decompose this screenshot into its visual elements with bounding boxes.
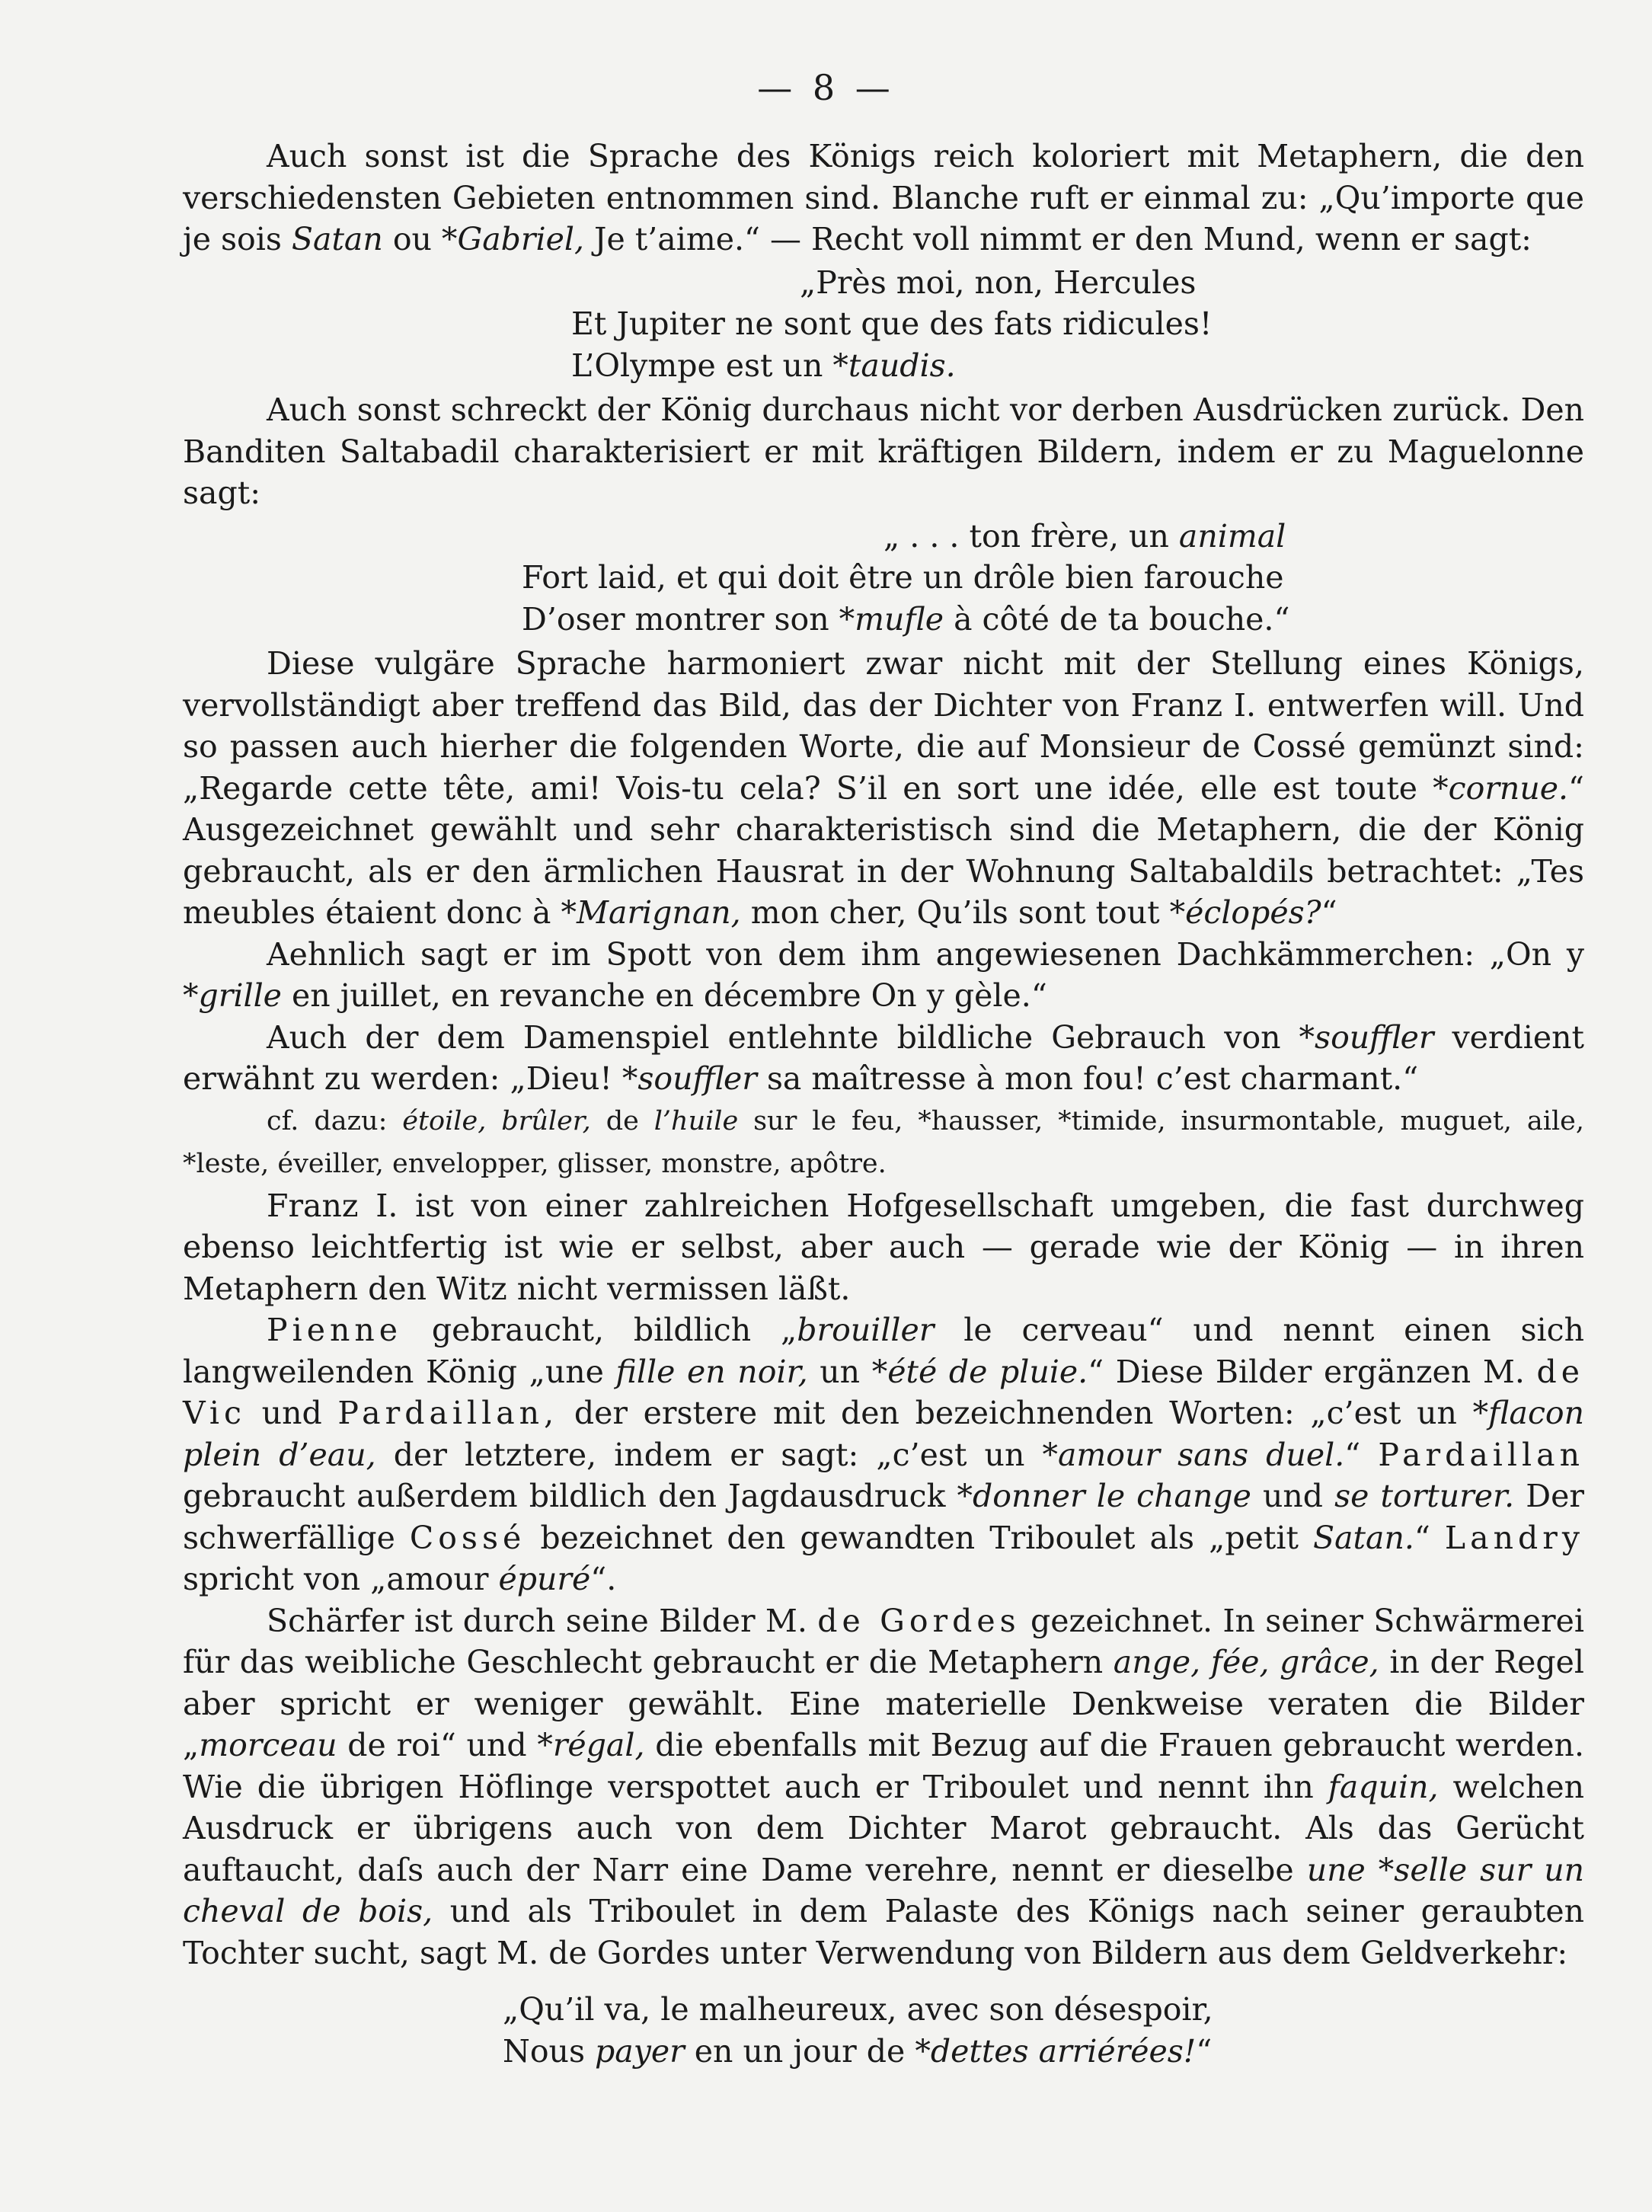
verse-line: Nous payer en un jour de *dettes arriérées!“ (503, 2032, 1213, 2070)
spaced-name: Landry (1444, 1519, 1584, 1556)
paragraph-2: Auch sonst schreckt der König durchaus nicht vor derben Ausdrücken zurück. Den Banditen Saltabadil charakterisiert er mit kräftigen Bildern, indem er zu Maguelonne sagt: (183, 392, 1584, 511)
spaced-name: de Gordes (817, 1602, 1021, 1639)
verse-line: „Près moi, non, Hercules (800, 264, 1197, 301)
verse-line: D’oser montrer son *mufle à côté de ta bouche.“ (522, 600, 1290, 638)
spaced-name: Cossé (409, 1519, 526, 1556)
verse-quote-2 (183, 516, 1584, 641)
paragraph-3: Diese vulgäre Sprache harmoniert zwar nicht mit der Stellung eines Königs, vervollständigt aber treffend das Bild, das der Dichter von Franz I. entwerfen will. Und so passen auch hierher die folgenden Worte, die auf Monsieur de Cossé gemünzt sind: „Regarde cette tête, ami! Vois-tu cela? S’il en sort une idée, elle est toute *cornue.“ Ausgezeichnet gewählt und sehr charakteristisch sind die Metaphern, die der König gebraucht, als er den ärmlichen Hausrat in der Wohnung Saltabaldils betrachtet: „Tes meubles étaient donc à *Marignan, mon cher, Qu’ils sont tout *éclopés?“ (183, 645, 1584, 931)
verse-line: Fort laid, et qui doit être un drôle bien farouche (522, 559, 1284, 596)
spaced-name: Pardaillan (1378, 1436, 1584, 1473)
paragraph-9: Schärfer ist durch seine Bilder M. de Gordes gezeichnet. In seiner Schwärmerei für das weibliche Geschlecht gebraucht er die Metaphern ange, fée, grâce, in der Regel aber spricht er weniger gewählt. Eine materielle Denkweise veraten die Bilder „morceau de roi“ und *régal, die ebenfalls mit Bezug auf die Frauen gebraucht werden. Wie die übrigen Höflinge verspottet auch er Triboulet und nennt ihn faquin, welchen Ausdruck er übrigens auch von dem Dichter Marot gebraucht. Als das Gerücht auftaucht, daſs auch der Narr eine Dame verehre, nennt er dieselbe une *selle sur un cheval de bois, und als Triboulet in dem Palaste des Königs nach seiner geraubten Tochter sucht, sagt M. de Gordes unter Verwendung von Bildern aus dem Geldverkehr: (183, 1602, 1585, 1971)
verse-line: „ . . . ton frère, un animal (884, 517, 1286, 555)
paragraph-7: Franz I. ist von einer zahlreichen Hofgesellschaft umgeben, die fast durchweg ebenso leichtfertig ist wie er selbst, aber auch — gerade wie der König — in ihren Metaphern den Witz nicht vermissen läßt. (183, 1187, 1584, 1307)
paragraph-6-note: cf. dazu: étoile, brûler, de l’huile sur le feu, *hausser, *timide, insurmontable, muguet, aile, *leste, éveiller, envelopper, glisser, monstre, apôtre. (183, 1105, 1585, 1179)
paragraph-5: Auch der dem Damenspiel entlehnte bildliche Gebrauch von *souffler verdient erwähnt zu werden: „Dieu! *souffler sa maîtresse à mon fou! c’est charmant.“ (183, 1018, 1585, 1097)
paragraph-8: Pienne gebraucht, bildlich „brouiller le cerveau“ und nennt einen sich langweilenden König „une fille en noir, un *été de pluie.“ Diese Bilder ergänzen M. de Vic und Pardaillan, der erstere mit den bezeichnenden Worten: „c’est un *flacon plein d’eau, der letztere, indem er sagt: „c’est un *amour sans duel.“ Pardaillan gebraucht außerdem bildlich den Jagdausdruck *donner le change und se torturer. Der schwerfällige Cossé bezeichnet den gewandten Triboulet als „petit Satan.“ Landry spricht von „amour épuré“. (183, 1312, 1584, 1597)
page-number: — 8 — (757, 67, 895, 108)
verse-quote-1 (183, 262, 1584, 387)
verse-line: Et Jupiter ne sont que des fats ridicules! (571, 305, 1213, 342)
spaced-name: de Vic (183, 1353, 1584, 1431)
verse-line: „Qu’il va, le malheureux, avec son désespoir, (503, 1991, 1213, 2028)
spaced-name: Pienne (267, 1312, 403, 1348)
spaced-name: Pardaillan, (337, 1395, 559, 1431)
paragraph-1: Auch sonst ist die Sprache des Königs reich koloriert mit Metaphern, die den verschiedensten Gebieten entnommen sind. Blanche ruft er einmal zu: „Qu’importe que je sois Satan ou *Gabriel, Je t’aime.“ — Recht voll nimmt er den Mund, wenn er sagt: (183, 138, 1584, 257)
paragraph-4: Aehnlich sagt er im Spott von dem ihm angewiesenen Dachkämmerchen: „On y *grille en juillet, en revanche en décembre On y gèle.“ (183, 935, 1584, 1014)
verse-line: L’Olympe est un *taudis. (571, 347, 956, 384)
verse-quote-3 (183, 1989, 1584, 2072)
body-text (183, 136, 1584, 2075)
